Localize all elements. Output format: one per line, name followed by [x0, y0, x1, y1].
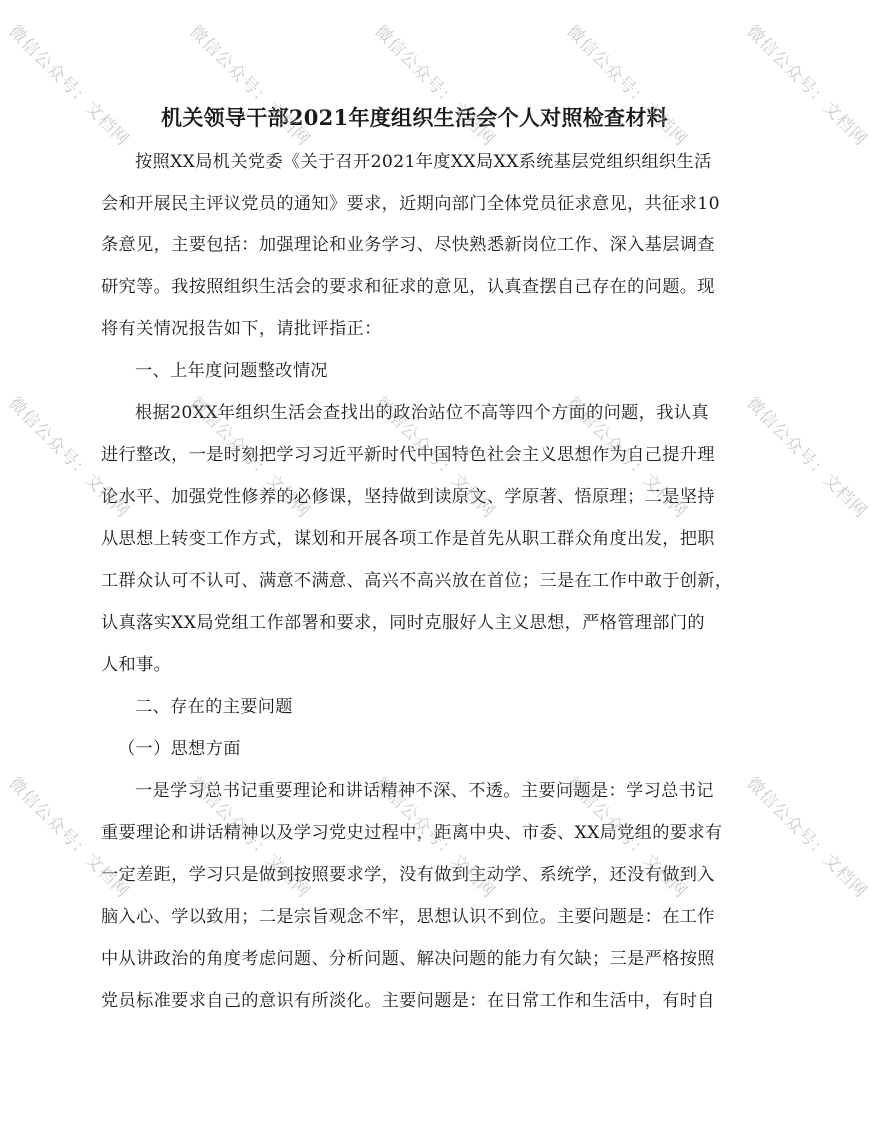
paragraph-line: 一定差距，学习只是做到按照要求学，没有做到主动学、系统学，还没有做到入 — [101, 865, 715, 885]
subsection-heading: （一）思想方面 — [118, 739, 241, 759]
watermark-text: 微信公众号：文档网 — [4, 21, 134, 151]
section-heading: 二、存在的主要问题 — [135, 697, 293, 717]
watermark-text: 微信公众号：文档网 — [562, 393, 692, 523]
paragraph-line: 重要理论和讲话精神以及学习党史过程中，距离中央、市委、XX局党组的要求有 — [101, 823, 723, 843]
paragraph-line: 中从讲政治的角度考虑问题、分析问题、解决问题的能力有欠缺；三是严格按照 — [101, 949, 715, 969]
watermark-text: 微信公众号：文档网 — [4, 393, 134, 523]
watermark-text: 微信公众号：文档网 — [562, 21, 692, 151]
watermark-text: 微信公众号：文档网 — [370, 773, 500, 903]
watermark-text: 微信公众号：文档网 — [370, 21, 500, 151]
watermark-text: 微信公众号：文档网 — [185, 393, 315, 523]
paragraph-line: 工群众认可不认可、满意不满意、高兴不高兴放在首位；三是在工作中敢于创新， — [101, 571, 733, 591]
paragraph-line: 脑入心、学以致用；二是宗旨观念不牢，思想认识不到位。主要问题是：在工作 — [101, 907, 715, 927]
paragraph-line: 从思想上转变工作方式，谋划和开展各项工作是首先从职工群众角度出发，把职 — [101, 529, 715, 549]
watermark-text: 微信公众号：文档网 — [742, 393, 872, 523]
paragraph-line: 党员标准要求自己的意识有所淡化。主要问题是：在日常工作和生活中，有时自 — [101, 991, 715, 1011]
paragraph-line: 一是学习总书记重要理论和讲话精神不深、不透。主要问题是：学习总书记 — [135, 781, 714, 801]
watermark-text: 微信公众号：文档网 — [562, 773, 692, 903]
document-title: 机关领导干部2021年度组织生活会个人对照检查材料 — [161, 105, 668, 130]
paragraph-line: 进行整改，一是时刻把学习习近平新时代中国特色社会主义思想作为自己提升理 — [101, 445, 715, 465]
paragraph-line: 根据20XX年组织生活会查找出的政治站位不高等四个方面的问题，我认真 — [135, 403, 709, 423]
paragraph-line: 将有关情况报告如下，请批评指正： — [101, 319, 382, 339]
watermark-text: 微信公众号：文档网 — [370, 393, 500, 523]
watermark-text: 微信公众号：文档网 — [185, 773, 315, 903]
paragraph-line: 按照XX局机关党委《关于召开2021年度XX局XX系统基层党组织组织生活 — [135, 152, 712, 172]
watermark-text: 微信公众号：文档网 — [742, 21, 872, 151]
paragraph-line: 条意见，主要包括：加强理论和业务学习、尽快熟悉新岗位工作、深入基层调查 — [101, 235, 715, 255]
paragraph-line: 论水平、加强党性修养的必修课，坚持做到读原文、学原著、悟原理；二是坚持 — [101, 487, 715, 507]
paragraph-line: 认真落实XX局党组工作部署和要求，同时克服好人主义思想，严格管理部门的 — [101, 613, 705, 633]
paragraph-line: 会和开展民主评议党员的通知》要求，近期向部门全体党员征求意见，共征求10 — [101, 194, 720, 214]
paragraph-line: 人和事。 — [101, 655, 172, 675]
watermark-text: 微信公众号：文档网 — [742, 773, 872, 903]
watermark-text: 微信公众号：文档网 — [185, 21, 315, 151]
paragraph-line: 研究等。我按照组织生活会的要求和征求的意见，认真查摆自己存在的问题。现 — [101, 277, 715, 297]
section-heading: 一、上年度问题整改情况 — [135, 361, 328, 381]
watermark-text: 微信公众号：文档网 — [4, 773, 134, 903]
